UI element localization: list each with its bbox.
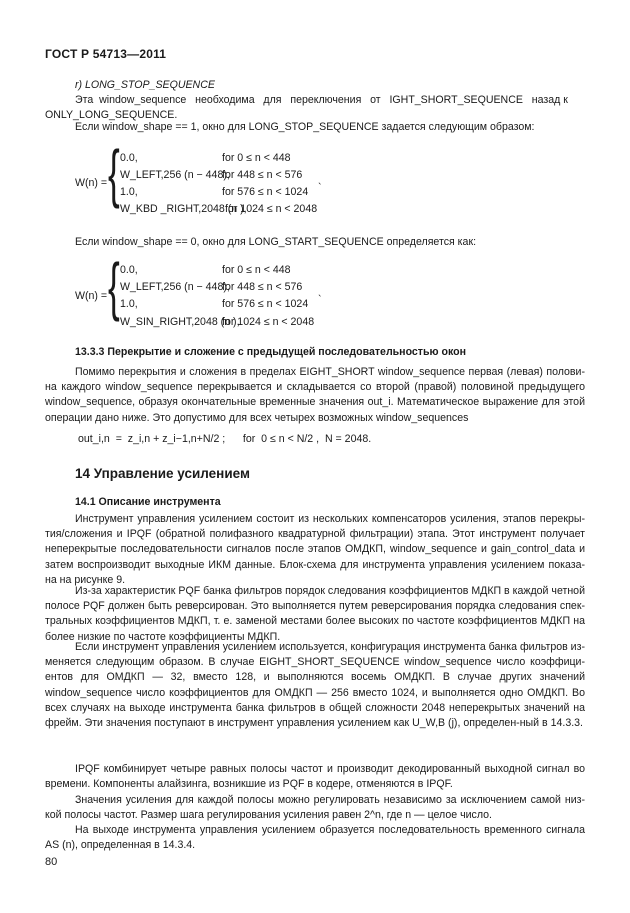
eq1-row3-cond: for 576 ≤ n < 1024 — [222, 186, 309, 198]
eq1-row4-val: W_KBD _RIGHT,2048 (n ), — [120, 203, 247, 215]
heading-14-1: 14.1 Описание инструмента — [75, 496, 221, 508]
eq2-lhs: W(n) = — [75, 290, 108, 302]
eq1-row2-val: W_LEFT,256 (n − 448), — [120, 169, 230, 181]
eq1-lhs: W(n) = — [75, 177, 108, 189]
eq1-tail: ` — [318, 182, 322, 194]
eq2-row3-cond: for 576 ≤ n < 1024 — [222, 298, 309, 310]
eq3: out_i,n = z_i,n + z_i−1,n+N/2 ; for 0 ≤ n < N/2 , N = 2048. — [78, 433, 372, 445]
para-14-1-4: IPQF комбинирует четыре равных полосы частот и производит декодированный выходной сигнал во времени. Компоненты алайзинга, возникшие из PQF в кодере, отменяются в IPQF. — [45, 763, 585, 791]
section-r-line1: Эта window_sequence необходима для переключения от IGHT_SHORT_SEQUENCE назад к — [75, 94, 568, 106]
eq2-row1-cond: for 0 ≤ n < 448 — [222, 264, 291, 276]
para-13-3-3: Помимо перекрытия и сложения в пределах EIGHT_SHORT window_sequence первая (левая) полови-на каждого window_sequence перекрывается и складывается со второй (правой) половиной предыдущего window_sequence, образуя окончательные временные значения out_i. Математическое выражение для этой операции дано ниже. Это допустимо для всех четырех возможных window_sequences — [45, 366, 585, 424]
eq2-row1-val: 0.0, — [120, 264, 138, 276]
eq2-row3-val: 1.0, — [120, 298, 138, 310]
eq2-brace: { — [108, 250, 120, 322]
eq1-row4-cond: for 1024 ≤ n < 2048 — [225, 203, 318, 215]
para-14-1-3: Если инструмент управления усилением используется, конфигурация инструмента банка фильтров из-меняется следующим образом. В случае EIGHT_SHORT_SEQUENCE window_sequence число коэффици-ентов для ОМДКП — 32, вместо 128, и выполняются восемь ОМДКП. В случае других значений window_sequence число коэффициентов для ОМДКП — 256 вместо 1024, и выполняется одно ОМДКП. Во всех случаях на выходе инструмента банка фильтров в общей сложности 2048 неперекрытых значений на фрейм. Эти значения поступают в инструмент управления усилением как U_W,B (j), определен-ный в 14.3.3. — [45, 641, 585, 730]
eq2-tail: ` — [318, 294, 322, 306]
eq1-row3-val: 1.0, — [120, 186, 138, 198]
eq2-row2-val: W_LEFT,256 (n − 448), — [120, 281, 230, 293]
document-header: ГОСТ Р 54713—2011 — [45, 47, 167, 61]
page-number: 80 — [45, 856, 58, 868]
para-14-1-2: Из-за характеристик PQF банка фильтров порядок следования коэффициентов МДКП в каждой четной полосе PQF должен быть реверсирован. Это выполняется путем реверсирования порядка следования спек-тральных коэффициентов МДКП, т. е. заменой местами более высоких по частоте коэффициентов МДКП на более низкие по частоте коэффициенты МДКП. — [45, 585, 585, 643]
section-r-title — [75, 78, 585, 93]
heading-13-3-3: 13.3.3 Перекрытие и сложение с предыдущей последовательностью окон — [75, 346, 467, 358]
section-r-line3: Если window_shape == 1, окно для LONG_STOP_SEQUENCE задается следующим образом: — [75, 121, 535, 133]
eq2-row2-cond: for 448 ≤ n < 576 — [222, 281, 303, 293]
eq1-brace: { — [108, 137, 120, 209]
eq2-row4-val: W_SIN_RIGHT,2048 (n ), — [120, 316, 240, 328]
para-14-1-5: Значения усиления для каждой полосы можно регулировать независимо за исключением самой низ-кой полосы частот. Размер шага регулирования усиления равен 2^n, где n — целое число. — [45, 794, 585, 822]
eq1-row1-val: 0.0, — [120, 152, 138, 164]
eq2-row4-cond: for 1024 ≤ n < 2048 — [222, 316, 315, 328]
eq1-row1-cond: for 0 ≤ n < 448 — [222, 152, 291, 164]
section-r-title-text: r) LONG_STOP_SEQUENCE — [75, 79, 215, 91]
heading-14: 14 Управление усилением — [75, 466, 250, 481]
para-14-1-6: На выходе инструмента управления усилением образуется последовательность временного сигнала AS (n), определенная в 14.3.4. — [45, 824, 585, 852]
mid-text: Если window_shape == 0, окно для LONG_START_SEQUENCE определяется как: — [75, 236, 477, 248]
section-r-line2: ONLY_LONG_SEQUENCE. — [45, 109, 178, 121]
eq1-row2-cond: for 448 ≤ n < 576 — [222, 169, 303, 181]
para-14-1-1: Инструмент управления усилением состоит из нескольких компенсаторов усиления, этапов перекры-тия/сложения и IPQF (обратной полифазного квадратурной фильтрации) этапа. Этот инструмент получает неперекрытые последовательности сигналов после этапов ОМДКП, window_sequence и gain_control_data и затем воспроизводит выходные ИКМ данные. Блок-схема для инструмента управления усилением показа-на на рисунке 9. — [45, 513, 585, 586]
